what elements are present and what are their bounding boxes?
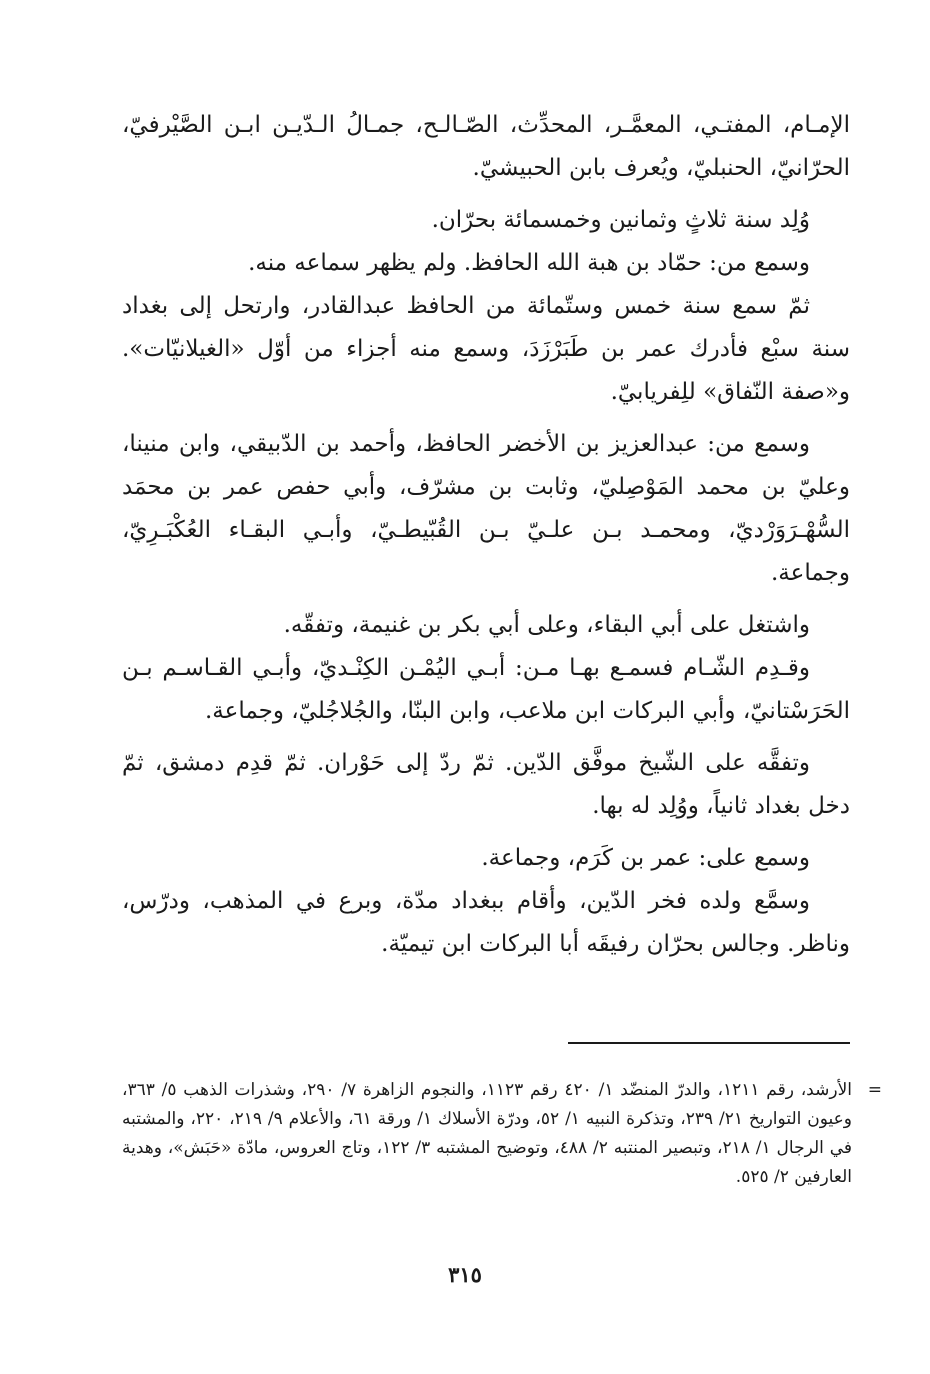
footnote-divider bbox=[568, 1042, 850, 1044]
paragraph-heard-on-umar: وسمع على: عمر بن كَرَم، وجماعة. bbox=[481, 845, 810, 871]
main-text bbox=[122, 104, 850, 966]
page-number: ٣١٥ bbox=[448, 1262, 482, 1287]
paragraph-biography-intro: الإمـام، المفتـي، المعمَّـر، المحدِّث، الصّـالـح، جمـالُ الـدّيـن ابـن الصَّيْرفيّ، الحرّانيّ، الحنبليّ، ويُعرف بابن الحبيشيّ. bbox=[122, 112, 850, 181]
footnote-text: الأرشد، رقم ١٢١١، والدرّ المنضّد ١/ ٤٢٠ رقم ١١٢٣، والنجوم الزاهرة ٧/ ٢٩٠، وشذرات الذهب ٥/ ٣٦٣، وعيون التواريخ ٢١/ ٢٣٩، وتذكرة النبيه ١/ ٥٢، ودرّة الأسلاك ١/ ورقة ٦١، والأعلام ٩/ ٢١٩، ٢٢٠، والمشتبه في الرجال ١/ ٢١٨، وتبصير المنتبه ٢/ ٤٨٨، وتوضيح المشتبه ٣/ ١٢٢، وتاج العروس، مادّة «حَبَش»، وهدية العارفين ٢/ ٥٢٥. bbox=[122, 1080, 853, 1187]
footnote bbox=[122, 1076, 882, 1192]
paragraph-fiqh: وتفقَّه على الشّيخ موفَّق الدّين. ثمّ ردّ إلى حَوْران. ثمّ قدِم دمشق، ثمّ دخل بغداد ثانياً، ووُلِد له بها. bbox=[122, 750, 850, 819]
paragraph-sham: وقـدِم الشّـام فسمـع بهـا مـن: أبـي اليُمْـن الكِنْـديّ، وأبـي القـاسـم بـن الحَرَسْتانيّ، وأبي البركات ابن ملاعب، وابن البنّا، والجُلاجُليّ، وجماعة. bbox=[122, 655, 850, 724]
paragraph-travel-baghdad: ثمّ سمع سنة خمس وستّمائة من الحافظ عبدالقادر، وارتحل إلى بغداد سنة سبْع فأدرك عمر بن طَبَرْزَدَ، وسمع منه أجزاء من أوّل «الغيلانيّات». و«صفة النّفاق» للِفريابيّ. bbox=[122, 293, 850, 405]
paragraph-studied: واشتغل على أبي البقاء، وعلى أبي بكر بن غنيمة، وتفقّه. bbox=[283, 612, 810, 638]
paragraph-heard-from-hammad: وسمع من: حمّاد بن هبة الله الحافظ. ولم يظهر سماعه منه. bbox=[248, 250, 810, 276]
footnote-continuation-marker: = bbox=[867, 1080, 882, 1100]
paragraph-son-and-teaching: وسمَّع ولده فخر الدّين، وأقام ببغداد مدّة، وبرع في المذهب، ودرّس، وناظر. وجالس بحرّان رفيقَه أبا البركات ابن تيميّة. bbox=[122, 888, 850, 957]
paragraph-teachers: وسمع من: عبدالعزيز بن الأخضر الحافظ، وأحمد بن الدّبيقي، وابن منينا، وعليّ بن محمد المَوْصِليّ، وثابت بن مشرّف، وأبي حفص عمر بن محمَد السُّهْـرَوَرْديّ، ومحمـد بـن علـيّ بـن القُبّيطـيّ، وأبـي البقـاء العُكْبَـرِيّ، وجماعة. bbox=[122, 431, 850, 586]
paragraph-birth: وُلِد سنة ثلاثٍ وثمانين وخمسمائة بحرّان. bbox=[431, 207, 810, 233]
